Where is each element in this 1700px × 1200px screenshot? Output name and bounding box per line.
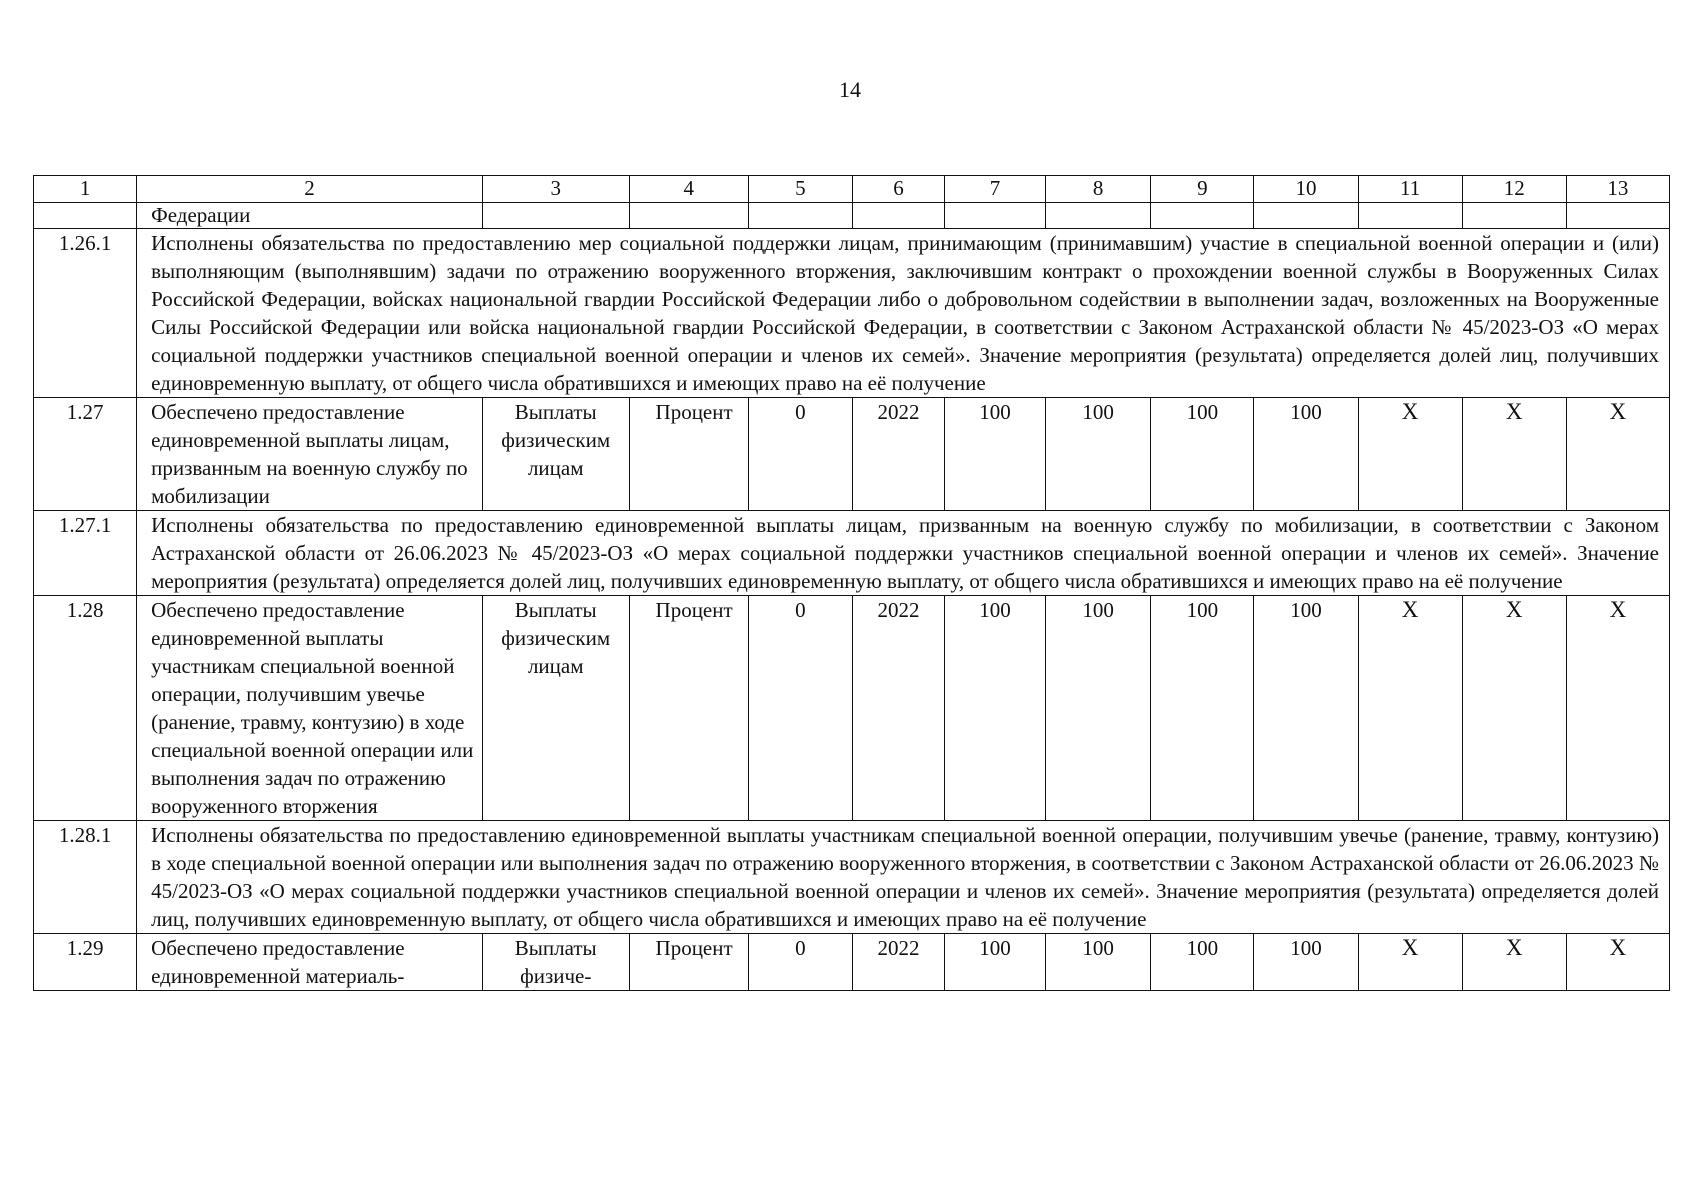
column-number: 13 — [1566, 176, 1669, 203]
indicator-unit: Процент — [629, 398, 748, 511]
result-description-row — [34, 229, 1670, 398]
value-col-10: 100 — [1254, 596, 1358, 821]
indicator-type: Выплаты физическим лицам — [482, 596, 629, 821]
indicator-row — [34, 398, 1670, 511]
base-value: 0 — [748, 398, 852, 511]
indicators-table — [33, 175, 1670, 991]
value-col-9: 100 — [1151, 934, 1254, 991]
column-number: 1 — [34, 176, 137, 203]
indicator-unit: Процент — [629, 596, 748, 821]
row-number: 1.26.1 — [34, 229, 137, 398]
indicator-type: Выплаты физическим лицам — [482, 398, 629, 511]
value-col-13: X — [1566, 596, 1669, 821]
base-year: 2022 — [852, 596, 944, 821]
indicator-row — [34, 596, 1670, 821]
value-col-8: 100 — [1046, 596, 1151, 821]
value-col-12: X — [1462, 934, 1566, 991]
indicator-name: Обеспечено предоставление единовременной выплаты лицам, призванным на военную службу по мобилизации — [137, 398, 483, 511]
value-col-11: X — [1358, 596, 1462, 821]
result-description-row — [34, 821, 1670, 934]
column-number-row — [34, 176, 1670, 203]
base-year: 2022 — [852, 934, 944, 991]
result-description: Исполнены обязательства по предоставлению единовременной выплаты участникам специальной военной операции, получившим увечье (ранение, травму, контузию) в ходе специальной военной операции или выполнения задач по отражению вооруженного вторжения, в соответствии с Законом Астраханской области от 26.06.2023 № 45/2023-ОЗ «О мерах социальной поддержки участников специальной военной операции и членов их семей». Значение мероприятия (результата) определяется долей лиц, получивших единовременную выплату, от общего числа обратившихся и имеющих право на её получение — [137, 821, 1670, 934]
row-number: 1.28.1 — [34, 821, 137, 934]
result-description: Исполнены обязательства по предоставлению мер социальной поддержки лицам, принимающим (принимавшим) участие в специальной военной операции и (или) выполняющим (выполнявшим) задачи по отражению вооруженного вторжения, заключившим контракт о прохождении военной службы в Вооруженных Силах Российской Федерации, войсках национальной гвардии Российской Федерации либо о добровольном содействии в выполнении задач, возложенных на Вооруженные Силы Российской Федерации или войска национальной гвардии Российской Федерации, в соответствии с Законом Астраханской области № 45/2023-ОЗ «О мерах социальной поддержки участников специальной военной операции и членов их семей». Значение мероприятия (результата) определяется долей лиц, получивших единовременную выплату, от общего числа обратившихся и имеющих право на её получение — [137, 229, 1670, 398]
continuation-text: Федерации — [137, 203, 483, 229]
indicator-row — [34, 934, 1670, 991]
row-number: 1.28 — [34, 596, 137, 821]
row-number: 1.27.1 — [34, 511, 137, 596]
column-number: 6 — [852, 176, 944, 203]
result-description: Исполнены обязательства по предоставлению единовременной выплаты лицам, призванным на военную службу по мобилизации, в соответствии с Законом Астраханской области от 26.06.2023 № 45/2023-ОЗ «О мерах социальной поддержки участников специальной военной операции и членов их семей». Значение мероприятия (результата) определяется долей лиц, получивших единовременную выплату, от общего числа обратившихся и имеющих право на её получение — [137, 511, 1670, 596]
base-year: 2022 — [852, 398, 944, 511]
page-number: 14 — [839, 77, 861, 102]
value-col-13: X — [1566, 398, 1669, 511]
indicator-name: Обеспечено предоставление единовременной материаль- — [137, 934, 483, 991]
column-number: 4 — [629, 176, 748, 203]
value-col-9: 100 — [1151, 596, 1254, 821]
column-number: 5 — [748, 176, 852, 203]
indicator-type: Выплаты физиче- — [482, 934, 629, 991]
column-number: 3 — [482, 176, 629, 203]
value-col-10: 100 — [1254, 934, 1358, 991]
column-number: 11 — [1358, 176, 1462, 203]
value-col-11: X — [1358, 398, 1462, 511]
value-col-13: X — [1566, 934, 1669, 991]
indicator-unit: Процент — [629, 934, 748, 991]
value-col-8: 100 — [1046, 398, 1151, 511]
value-col-9: 100 — [1151, 398, 1254, 511]
column-number: 8 — [1046, 176, 1151, 203]
continuation-row — [34, 203, 1670, 229]
column-number: 12 — [1462, 176, 1566, 203]
base-value: 0 — [748, 596, 852, 821]
value-col-11: X — [1358, 934, 1462, 991]
value-col-7: 100 — [944, 398, 1045, 511]
column-number: 2 — [137, 176, 483, 203]
result-description-row — [34, 511, 1670, 596]
value-col-12: X — [1462, 596, 1566, 821]
value-col-12: X — [1462, 398, 1566, 511]
value-col-7: 100 — [944, 934, 1045, 991]
value-col-8: 100 — [1046, 934, 1151, 991]
base-value: 0 — [748, 934, 852, 991]
row-number: 1.27 — [34, 398, 137, 511]
value-col-7: 100 — [944, 596, 1045, 821]
column-number: 9 — [1151, 176, 1254, 203]
value-col-10: 100 — [1254, 398, 1358, 511]
row-number: 1.29 — [34, 934, 137, 991]
indicator-name: Обеспечено предоставление единовременной выплаты участникам специальной военной операции, получившим увечье (ранение, травму, контузию) в ходе специальной военной операции или выполнения задач по отражению вооруженного вторжения — [137, 596, 483, 821]
column-number: 7 — [944, 176, 1045, 203]
column-number: 10 — [1254, 176, 1358, 203]
